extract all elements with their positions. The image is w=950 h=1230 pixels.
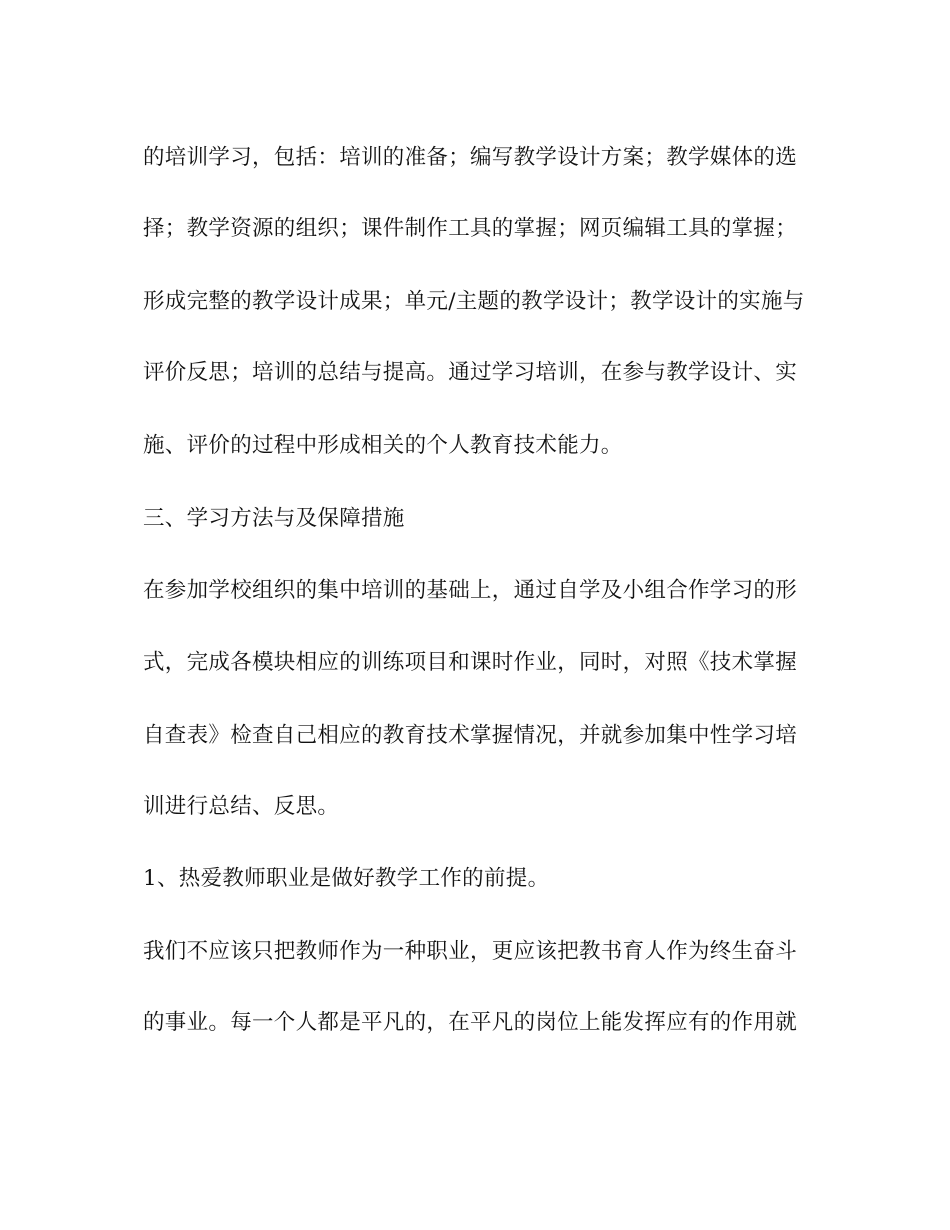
paragraph-line: 的事业。每一个人都是平凡的，在平凡的岗位上能发挥应有的作用就 bbox=[143, 1010, 798, 1035]
paragraph-line: 在参加学校组织的集中培训的基础上，通过自学及小组合作学习的形 bbox=[143, 578, 798, 603]
paragraph-line: 训进行总结、反思。 bbox=[143, 794, 340, 819]
paragraph-line: 择；教学资源的组织；课件制作工具的掌握；网页编辑工具的掌握； bbox=[143, 216, 798, 241]
subheading: 1、热爱教师职业是做好教学工作的前提。 bbox=[143, 866, 550, 891]
paragraph-line: 我们不应该只把教师作为一种职业，更应该把教书育人作为终生奋斗 bbox=[143, 939, 798, 964]
paragraph-line: 自查表》检查自己相应的教育技术掌握情况，并就参加集中性学习培 bbox=[143, 723, 798, 748]
paragraph-line: 形成完整的教学设计成果；单元/主题的教学设计；教学设计的实施与 bbox=[143, 289, 805, 314]
paragraph-line: 施、评价的过程中形成相关的个人教育技术能力。 bbox=[143, 433, 623, 458]
paragraph-line: 式，完成各模块相应的训练项目和课时作业，同时，对照《技术掌握 bbox=[143, 650, 798, 675]
paragraph-line: 的培训学习，包括：培训的准备；编写教学设计方案；教学媒体的选 bbox=[143, 145, 798, 170]
paragraph-line: 评价反思；培训的总结与提高。通过学习培训，在参与教学设计、实 bbox=[143, 360, 798, 385]
section-heading: 三、学习方法与及保障措施 bbox=[143, 506, 405, 531]
